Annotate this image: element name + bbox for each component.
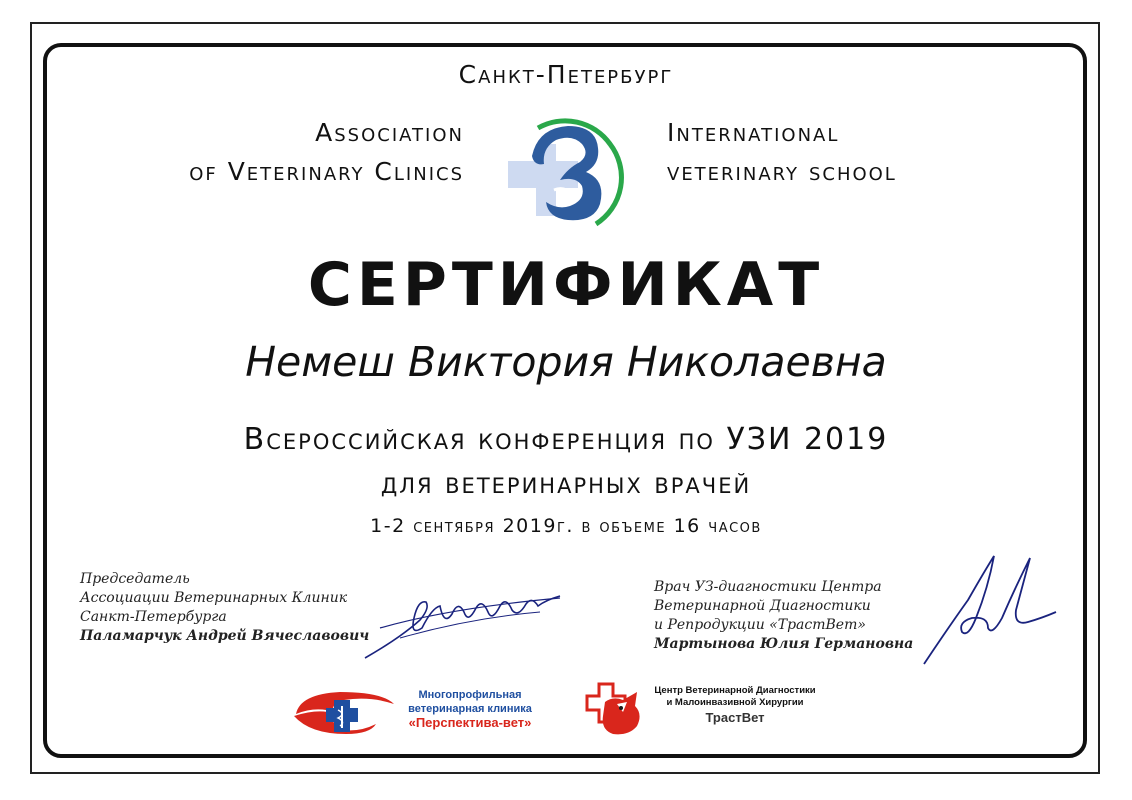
- recipient-name: Немеш Виктория Николаевна: [245, 338, 887, 386]
- event-title-line2: для ветеринарных врачей: [380, 466, 752, 501]
- certificate-title: СЕРТИФИКАТ: [307, 250, 825, 320]
- left-signatory-name: Паламарчук Андрей Вячеславович: [80, 628, 370, 644]
- right-signatory-org-name: и Репродукции «ТрастВет»: [654, 617, 866, 633]
- association-line2: of Veterinary Clinics: [189, 157, 464, 186]
- right-signatory-position: Врач УЗ-диагностики Центра: [654, 579, 882, 595]
- trustvet-line1: Центр Ветеринарной Диагностики: [654, 685, 816, 696]
- perspektiva-logo: [290, 686, 400, 736]
- left-signatory-position: Председатель: [80, 571, 190, 587]
- event-dates: 1-2 сентября 2019г. в объеме 16 часов: [370, 515, 762, 537]
- right-signatory-org: Ветеринарной Диагностики: [654, 598, 871, 614]
- city-heading: Санкт-Петербург: [458, 60, 674, 89]
- left-signatory-org: Ассоциации Ветеринарных Клиник: [80, 590, 348, 606]
- school-line2: veterinary school: [667, 157, 897, 186]
- left-signature: [360, 578, 570, 663]
- right-signature: [918, 548, 1058, 668]
- perspektiva-line3: «Перспектива-вет»: [408, 715, 532, 730]
- trustvet-line2: и Малоинвазивной Хирургии: [666, 697, 804, 708]
- trustvet-line3: ТрастВет: [705, 710, 765, 725]
- right-signatory-name: Мартынова Юлия Германовна: [654, 636, 914, 652]
- perspektiva-line1: Многопрофильная: [418, 689, 522, 701]
- left-signatory: [80, 570, 369, 646]
- school-line1: International: [667, 118, 840, 147]
- trustvet-text: [640, 685, 830, 726]
- trustvet-logo: [583, 682, 647, 738]
- right-signatory: [654, 578, 913, 654]
- left-signatory-city: Санкт-Петербурга: [80, 609, 227, 625]
- association-line1: Association: [315, 118, 464, 147]
- perspektiva-line2: ветеринарная клиника: [408, 703, 532, 715]
- perspektiva-text: [385, 688, 555, 730]
- event-title-line1: Всероссийская конференция по УЗИ 2019: [243, 422, 889, 457]
- school-logo-emblem: [498, 106, 638, 231]
